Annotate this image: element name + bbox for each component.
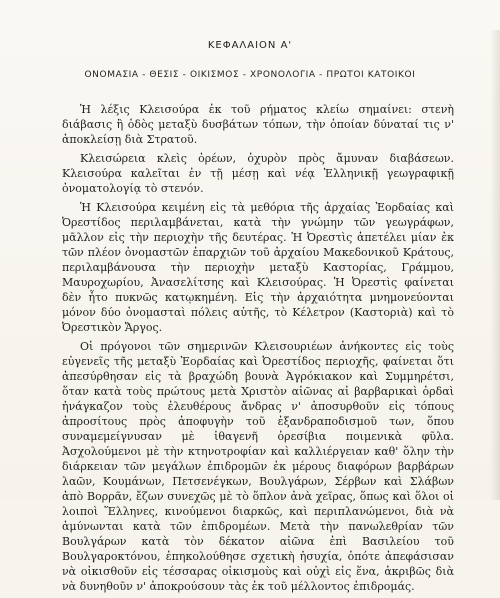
chapter-title: ΚΕΦΑΛΑΙΟΝ Α' bbox=[207, 40, 293, 51]
paragraph: Κλεισώρεια κλεὶς ὀρέων, ὀχυρὸν πρὸς ἄμυναν διαβάσεων. Κλεισούρα καλεῖται ἐν τῇ μέσῃ καὶ νέᾳ Ἑλληνικῇ γεωγραφικῇ ὀνοματολογίᾳ τὸ στενόν. bbox=[62, 152, 454, 195]
paragraph: Οἱ πρόγονοι τῶν σημερινῶν Κλεισουριέων ἀνήκοντες εἰς τοὺς εὐγενεῖς τῆς μεταξὺ Ἐορδαίας καὶ Ὀρεστίδος περιοχῆς, φαίνεται ὅτι ἀπεσύρθησαν εἰς τὰ βραχώδη βουνὰ Ἀγρόκιακον καὶ Συμμηρέτσι, ὅταν κατὰ τοὺς πρώτους μετὰ Χριστὸν αἰῶνας αἱ βαρβαρικαὶ ὀρδαὶ ἠνάγκαζον τοὺς ἐλευθέρους ἄνδρας ν' ἀποσυρθοῦν εἰς τόπους ἀπροσίτους πρὸς ἀποφυγὴν τοῦ ἐξανδραποδισμοῦ των, ὅπου συναμεμείγνυσαν μὲ ἰθαγενῆ ὀρεσίβια ποιμενικὰ φῦλα. Ἀσχολούμενοι μὲ τὴν κτηνοτροφίαν καὶ καλλιέργειαν καθ' ὅλην τὴν διάρκειαν τῶν μεγάλων ἐπιδρομῶν ἐκ μέρους διαφόρων βαρβάρων λαῶν, Κουμάνων, Πετσενέγκων, Βουλγάρων, Σέρβων καὶ Σλάβων ἀπὸ Βορρᾶν, ἔζων συνεχῶς μὲ τὸ ὅπλον ἀνὰ χεῖρας, ὅπως καὶ ὅλοι οἱ λοιποὶ Ἕλληνες, κινούμενοι διαρκῶς, καὶ περιπλανώμενοι, διὰ νὰ ἀμύνωνται κατὰ τῶν ἐπιδρομέων. Μετὰ τὴν πανωλεθρίαν τῶν Βουλγάρων κατὰ τὸν δέκατον αἰῶνα ἐπὶ Βασιλείου τοῦ Βουλγαροκτόνου, ἐπηκολούθησε σχετικὴ ἡσυχία, ὁπότε ἀπεφάσισαν νὰ οἰκισθοῦν εἰς τέσσαρας οἰκισμοὺς καὶ οὐχὶ εἰς ἕνα, ἀκριβῶς διὰ νὰ δυνηθοῦν ν' ἀποκρούσουν τὰς ἐκ τοῦ μέλλοντος ἐπιδρομάς. bbox=[62, 340, 454, 593]
page-edge-shadow bbox=[490, 30, 500, 500]
body-text bbox=[62, 102, 454, 598]
chapter-subtitle: ΟΝΟΜΑΣΙΑ - ΘΕΣΙΣ - ΟΙΚΙΣΜΟΣ - ΧΡΟΝΟΛΟΓΙΑ - ΠΡΩΤΟΙ ΚΑΤΟΙΚΟΙ bbox=[84, 70, 416, 80]
paragraph: Ἡ λέξις Κλεισούρα ἐκ τοῦ ρήματος κλείω σημαίνει: στενὴ διάβασις ἢ ὁδὸς μεταξὺ δυσβάτων τόπων, τὴν ὁποίαν δύναταί τις ν' ἀποκλείσῃ διὰ Στρατοῦ. bbox=[62, 103, 454, 146]
paragraph: Ἡ Κλεισούρα κειμένη εἰς τὰ μεθόρια τῆς ἀρχαίας Ἐορδαίας καὶ Ὀρεστίδος περιλαμβάνεται, κατὰ τὴν γνώμην τῶν γεωγράφων, μᾶλλον εἰς τὴν περιοχὴν τῆς δευτέρας. Ἡ Ὀρεστὶς ἀπετέλει μίαν ἐκ τῶν πλέον ὀνομαστῶν ἐπαρχιῶν τοῦ ἀρχαίου Μακεδονικοῦ Κράτους, περιλαμβάνουσα τὴν περιοχὴν μεταξὺ Καστορίας, Γράμμου, Μαυροχωρίου, Ἀνασελίτσης καὶ Κλεισούρας. Ἡ Ὀρεστὶς φαίνεται δὲν ἦτο πυκνῶς κατῳκημένη. Εἰς τὴν ἀρχαιότητα μνημονεύονται μόνον δύο ὀνομασταὶ πόλεις αὐτῆς, τὸ Κέλετρον (Καστοριὰ) καὶ τὸ Ὀρεστικὸν Ἄργος. bbox=[62, 201, 454, 334]
